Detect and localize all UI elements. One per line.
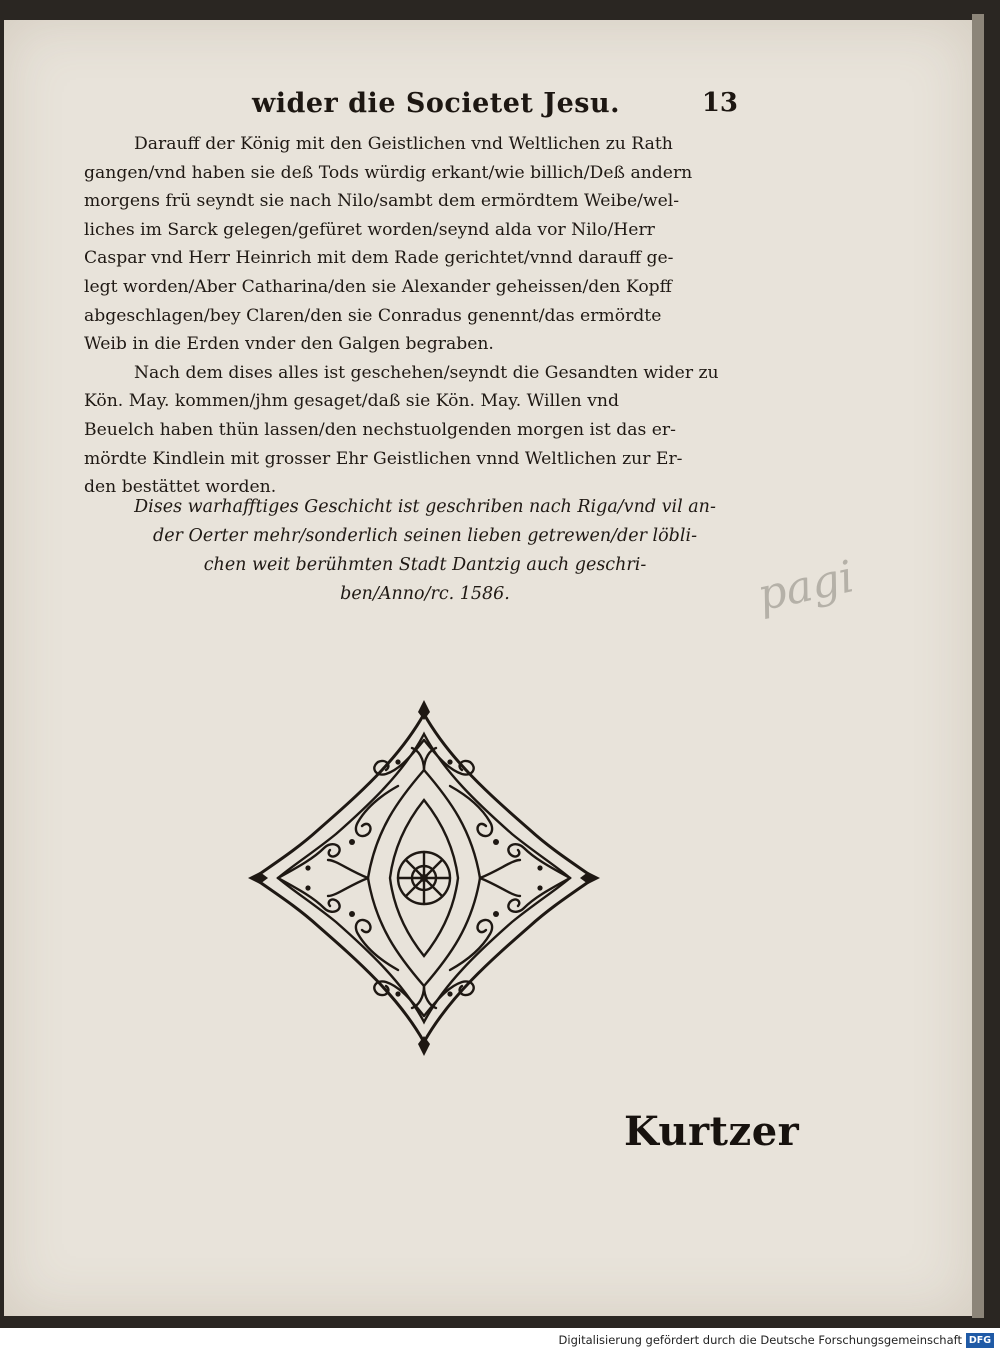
page-edge — [972, 14, 984, 1318]
colophon-line: chen weit berühmten Stadt Dantzig auch geschri- — [203, 555, 647, 575]
body-text — [84, 130, 744, 502]
text-line: Caspar vnd Herr Heinrich mit dem Rade gerichtet/vnnd darauff ge- — [84, 248, 674, 269]
text-line: morgens frü seyndt sie nach Nilo/sambt dem ermördtem Weibe/wel- — [84, 191, 680, 212]
text-line: Kön. May. kommen/jhm gesaget/daß sie Kön. May. Willen vnd — [84, 391, 619, 412]
dfg-logo-icon: DFG — [966, 1333, 994, 1348]
text-line: legt worden/Aber Catharina/den sie Alexander geheissen/den Kopff — [84, 276, 672, 297]
text-line: mördte Kindlein mit grosser Ehr Geistlichen vnnd Weltlichen zur Er- — [84, 448, 683, 469]
text-line: Weib in die Erden vnder den Galgen begraben. — [84, 334, 494, 355]
text-line: den bestättet worden. — [84, 477, 277, 498]
paragraph-1 — [84, 130, 744, 359]
text-line: Darauff der König mit den Geistlichen vnd Weltlichen zu Rath — [134, 134, 673, 154]
colophon — [100, 493, 750, 609]
colophon-line: der Oerter mehr/sonderlich seinen lieben getrewen/der löbli- — [153, 526, 697, 546]
footer-bar — [0, 1328, 1000, 1354]
running-head — [240, 88, 780, 128]
funding-credit: Digitalisierung gefördert durch die Deutsche Forschungsgemeinschaft — [558, 1333, 962, 1347]
pencil-annotation: pagi — [753, 551, 859, 622]
running-title: wider die Societet Jesu. — [252, 88, 620, 119]
text-line: Beuelch haben thün lassen/den nechstuolgenden morgen ist das er- — [84, 419, 676, 440]
text-line: gangen/vnd haben sie deß Tods würdig erkant/wie billich/Deß andern — [84, 162, 693, 183]
text-line: abgeschlagen/bey Claren/den sie Conradus genennt/das ermördte — [84, 305, 662, 326]
paragraph-2 — [84, 359, 744, 502]
colophon-line: Dises warhafftiges Geschicht ist geschriben nach Riga/vnd vil an- — [134, 497, 716, 517]
colophon-line: ben/Anno/rc. 1586. — [340, 584, 510, 604]
catchword: Kurtzer — [624, 1108, 800, 1155]
page-number: 13 — [701, 88, 738, 118]
printers-ornament-icon — [248, 700, 600, 1056]
text-line: liches im Sarck gelegen/gefüret worden/seynd alda vor Nilo/Herr — [84, 219, 655, 240]
text-line: Nach dem dises alles ist geschehen/seyndt die Gesandten wider zu — [134, 362, 719, 383]
